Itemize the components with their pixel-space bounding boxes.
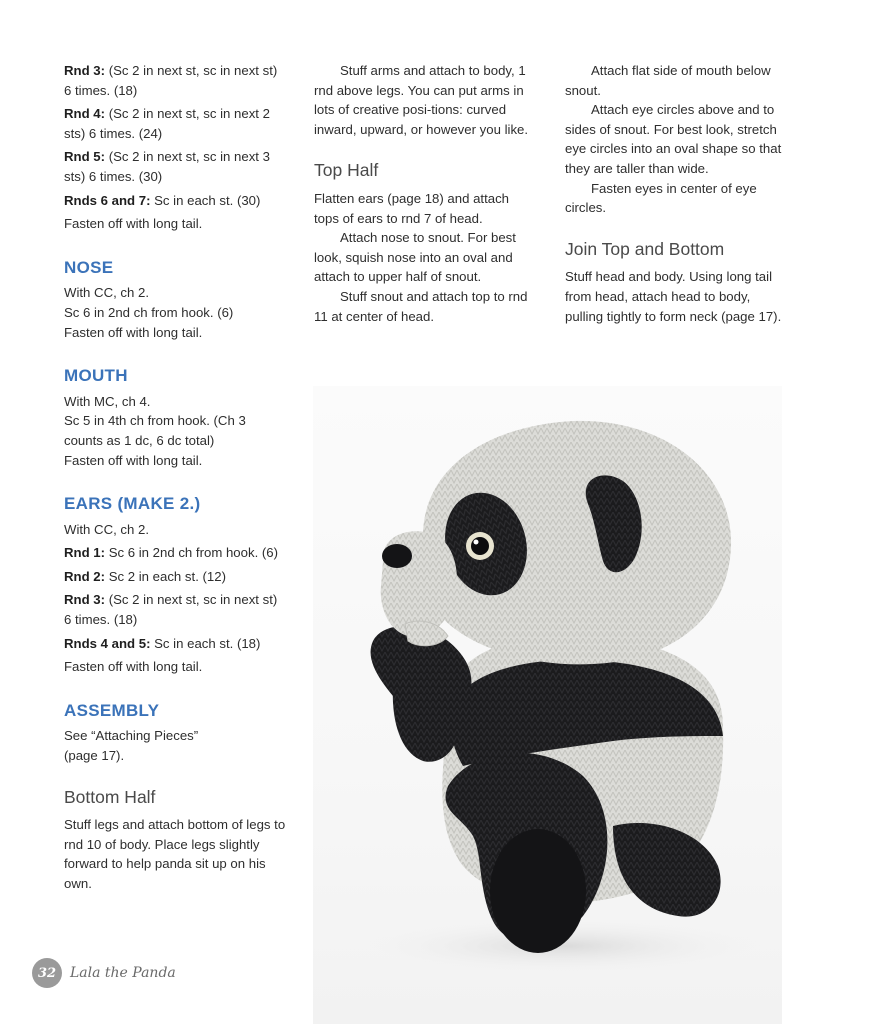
round-text: Sc in each st. (30) <box>150 192 261 208</box>
ears-fasten: Fasten off with long tail. <box>64 659 203 675</box>
fasten-off-text: Fasten off with long tail. <box>64 216 203 232</box>
join-text: Stuff head and body. Using long tail from head, attach head to body, pulling tightly to form neck (page 17). <box>565 269 782 324</box>
top-half-heading: Top Half <box>314 160 379 181</box>
eye-highlight <box>474 540 479 545</box>
round-text: (Sc 2 in next st, sc in next 3 sts) 6 times. (30) <box>64 149 270 184</box>
ears-rnd4-5 <box>64 634 286 654</box>
page-number: 32 <box>32 958 62 988</box>
bottom-half-heading: Bottom Half <box>64 786 156 807</box>
round-label: Rnd 5: <box>64 149 106 165</box>
mouth <box>405 621 448 646</box>
ears-rnd3 <box>64 590 286 629</box>
round-label: Rnd 2: <box>64 568 106 584</box>
instruction-rnd3 <box>64 61 286 100</box>
eye <box>471 537 489 555</box>
page-footer <box>32 958 176 988</box>
column-middle <box>314 61 532 326</box>
round-text: Sc 6 in 2nd ch from hook. (6) <box>105 545 279 561</box>
ears-heading: EARS (MAKE 2.) <box>64 494 201 514</box>
round-label: Rnd 3: <box>64 63 106 78</box>
round-text: (Sc 2 in next st, sc in next st) 6 times. (18) <box>64 63 278 98</box>
round-text: (Sc 2 in next st, sc in next 2 sts) 6 times. (24) <box>64 106 270 141</box>
round-text: Sc in each st. (18) <box>150 635 261 651</box>
assembly-text: See “Attaching Pieces” (page 17). <box>64 728 199 764</box>
assembly-heading: ASSEMBLY <box>64 700 160 720</box>
nose-line: Sc 6 in 2nd ch from hook. (6) <box>64 304 234 320</box>
instruction-rnd5 <box>64 147 286 186</box>
left-leg <box>613 823 721 917</box>
nose-heading: NOSE <box>64 257 114 277</box>
nose-line: With CC, ch 2. <box>64 285 150 301</box>
mouth-line: With MC, ch 4. <box>64 393 151 409</box>
instruction-rnd6-7 <box>64 191 286 211</box>
mouth-line: Sc 5 in 4th ch from hook. (Ch 3 counts as 1 dc, 6 dc total) <box>64 413 246 448</box>
column-left <box>64 61 286 894</box>
top-half-text-1: Flatten ears (page 18) and attach tops of ears to rnd 7 of head. <box>314 190 510 226</box>
join-heading: Join Top and Bottom <box>565 238 725 259</box>
round-label: Rnds 6 and 7: <box>64 192 151 208</box>
arms-text: Stuff arms and attach to body, 1 rnd above legs. You can put arms in lots of creative posi-tions: curved inward, upward, or however you like. <box>314 63 529 137</box>
right-foot <box>490 829 586 953</box>
round-label: Rnd 4: <box>64 106 106 122</box>
instruction-rnd4 <box>64 104 286 143</box>
round-text: Sc 2 in each st. (12) <box>105 568 226 584</box>
nose-line: Fasten off with long tail. <box>64 324 203 340</box>
bottom-half-text: Stuff legs and attach bottom of legs to rnd 10 of body. Place legs slightly forward to help panda sit up on his own. <box>64 817 286 891</box>
round-text: (Sc 2 in next st, sc in next st) 6 times. (18) <box>64 592 278 628</box>
column-right <box>565 61 787 326</box>
round-label: Rnd 1: <box>64 545 106 561</box>
panda-illustration <box>313 386 782 1024</box>
ears-line: With CC, ch 2. <box>64 521 150 537</box>
top-half-text-3: Stuff snout and attach top to rnd 11 at center of head. <box>314 288 528 324</box>
running-title: Lala the Panda <box>70 965 176 981</box>
ears-rnd2 <box>64 567 286 587</box>
mouth-line: Fasten off with long tail. <box>64 452 203 468</box>
nose <box>382 544 412 568</box>
mouth-attach-text: Attach flat side of mouth below snout. <box>565 63 771 98</box>
ears-rnd1 <box>64 543 286 563</box>
eye-circles-text: Attach eye circles above and to sides of snout. For best look, stretch eye circles into an oval shape so that they are taller than wide. <box>565 102 782 176</box>
mouth-heading: MOUTH <box>64 366 128 386</box>
top-half-text-2: Attach nose to snout. For best look, squish nose into an oval and attach to upper half of snout. <box>314 230 516 285</box>
fasten-eyes-text: Fasten eyes in center of eye circles. <box>565 180 757 216</box>
round-label: Rnds 4 and 5: <box>64 635 151 651</box>
panda-photo <box>313 386 782 1024</box>
round-label: Rnd 3: <box>64 592 106 608</box>
